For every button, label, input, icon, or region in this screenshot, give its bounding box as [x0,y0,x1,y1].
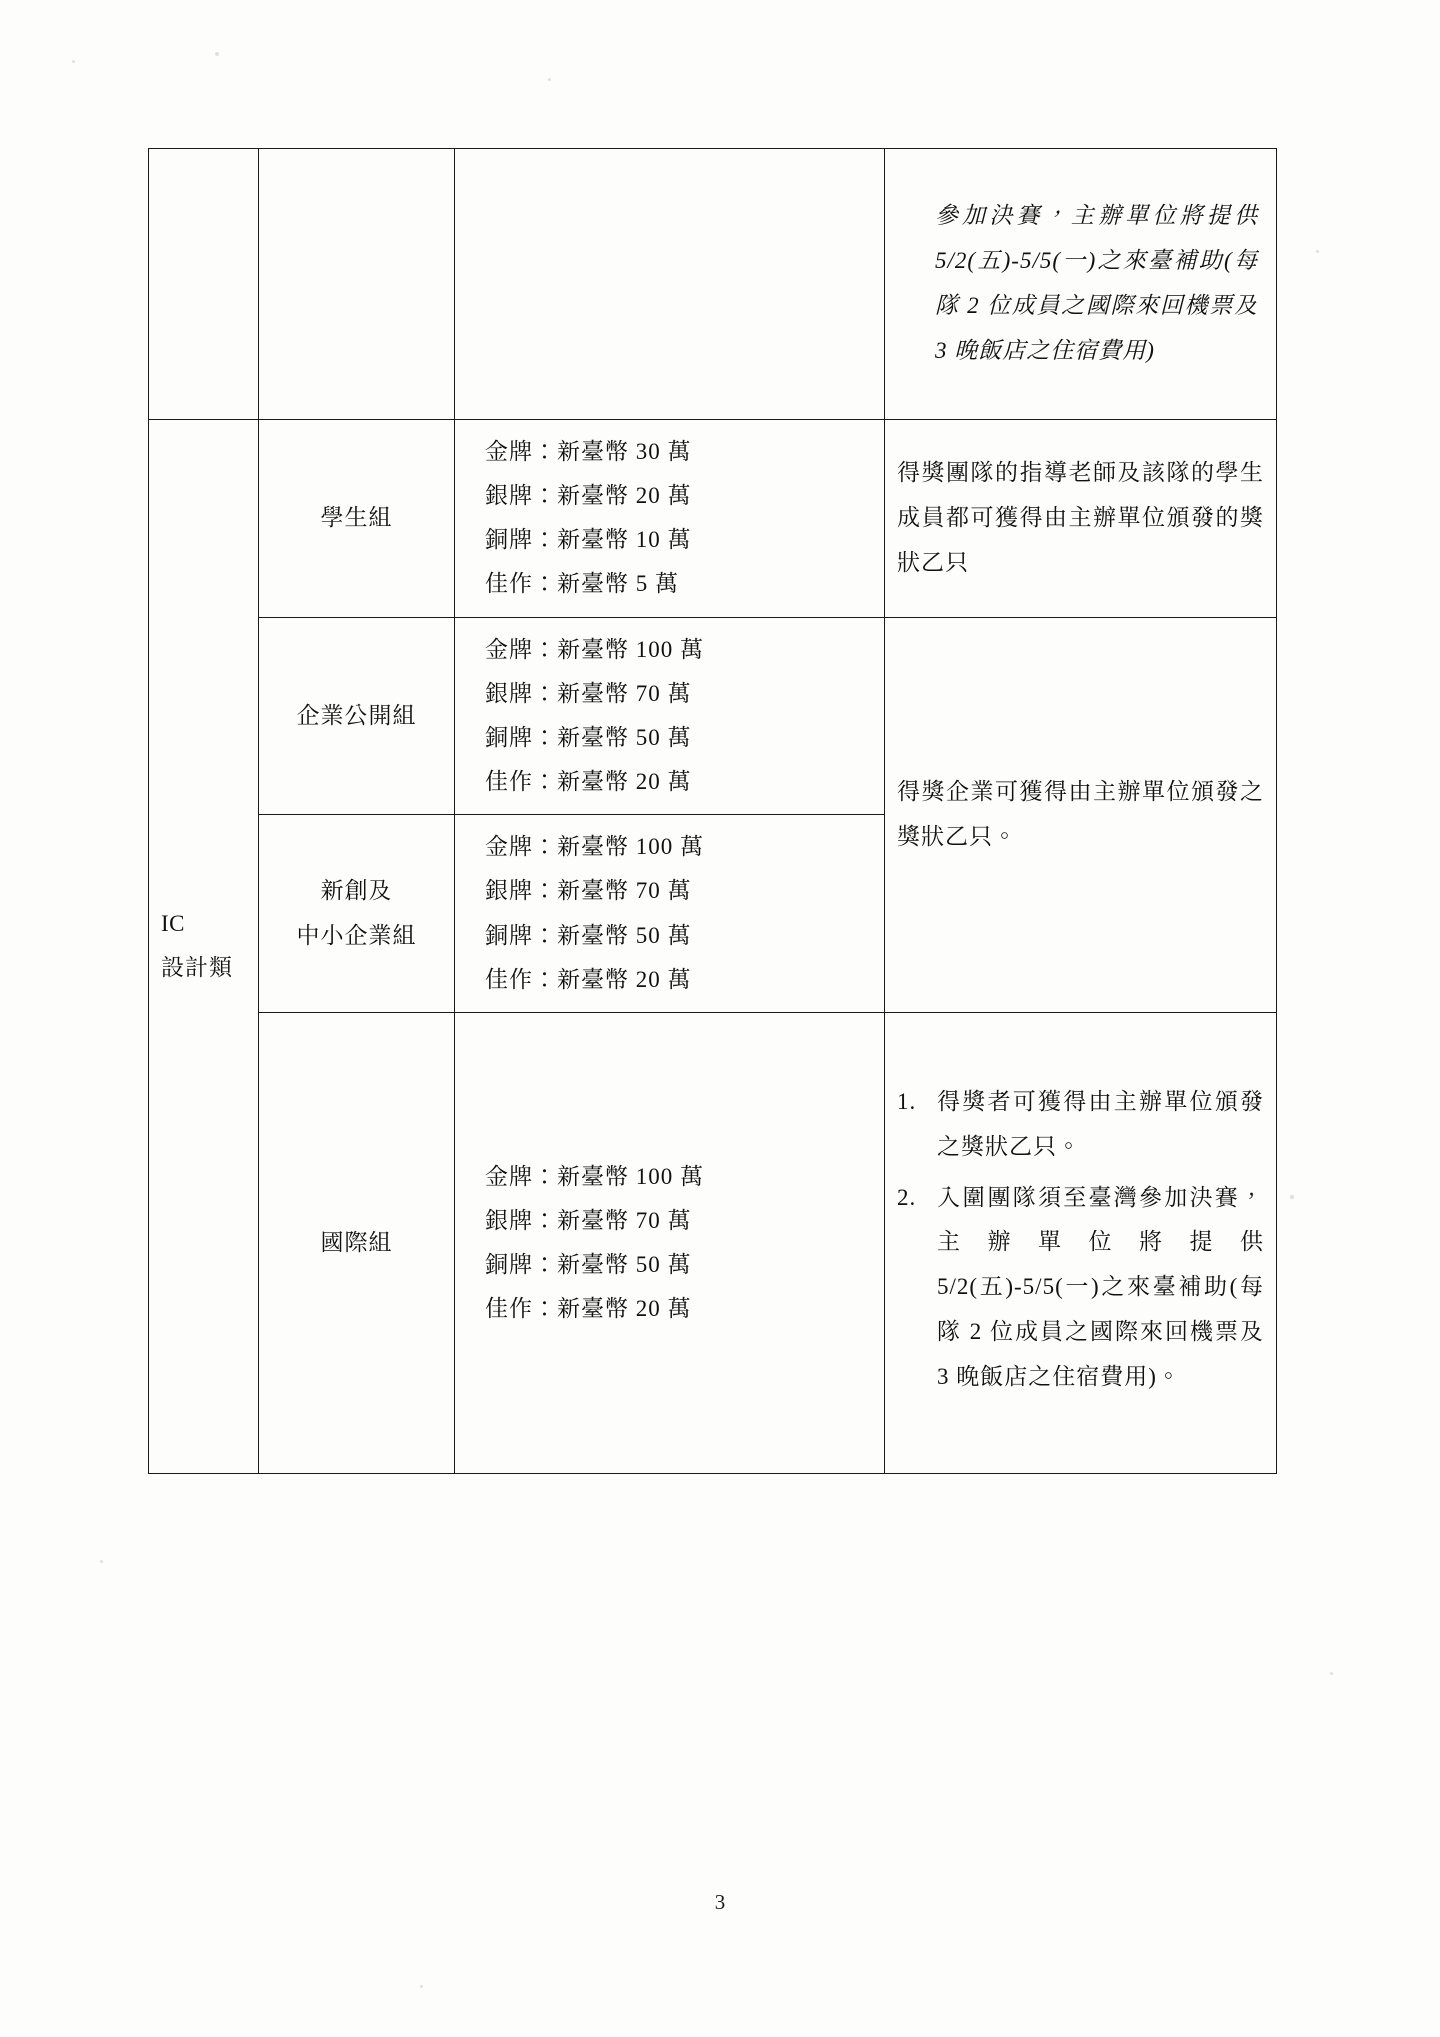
prize-cell-enterprise-open [455,617,885,815]
group-cell-international [259,1012,455,1473]
prize-line-merit: 佳作：新臺幣 20 萬 [485,1296,692,1322]
prize-line-silver: 銀牌：新臺幣 70 萬 [485,680,692,706]
prize-line-gold: 金牌：新臺幣 100 萬 [485,834,704,860]
note-cell-student [885,420,1277,618]
group-label: 學生組 [320,505,393,531]
prize-line-silver: 銀牌：新臺幣 20 萬 [485,483,692,509]
prize-line-silver: 銀牌：新臺幣 70 萬 [485,878,692,904]
list-item-text: 入圍團隊須至臺灣參加決賽，主辦單位將提供 5/2(五)-5/5(一)之來臺補助(每隊 2 位成員之國際來回機票及 3 晚飯店之住宿費用)。 [937,1184,1264,1389]
table-row [149,420,1277,618]
category-cell-ic-design [149,420,259,1474]
prize-cell-student [455,420,885,618]
table-row [149,617,1277,815]
prize-line-bronze: 銅牌：新臺幣 50 萬 [485,922,692,948]
prize-line-bronze: 銅牌：新臺幣 50 萬 [485,1251,692,1277]
group-cell-student [259,420,455,618]
category-line-2: 設計類 [161,955,233,981]
group-label-line-2: 中小企業組 [296,922,417,948]
prize-line-gold: 金牌：新臺幣 100 萬 [485,1163,704,1189]
note-text: 得獎團隊的指導老師及該隊的學生成員都可獲得由主辦單位頒發的獎狀乙只 [897,460,1264,575]
group-cell-empty [259,149,455,420]
prize-cell-empty [455,149,885,420]
list-item-number: 2. [897,1184,917,1210]
table-row [149,1012,1277,1473]
prize-line-gold: 金牌：新臺幣 30 萬 [485,439,692,464]
note-numbered-list [897,1080,1264,1400]
prize-cell-international [455,1012,885,1473]
category-line-1: IC [161,911,185,937]
list-item-number: 1. [897,1088,917,1114]
prize-line-merit: 佳作：新臺幣 5 萬 [485,571,679,597]
prize-line-merit: 佳作：新臺幣 20 萬 [485,966,692,992]
list-item [897,1080,1264,1170]
prize-line-bronze: 銅牌：新臺幣 10 萬 [485,527,692,553]
note-cell-international [885,1012,1277,1473]
table-row [149,149,1277,420]
prize-line-silver: 銀牌：新臺幣 70 萬 [485,1207,692,1233]
group-label: 國際組 [320,1229,393,1255]
group-cell-enterprise-open [259,617,455,815]
award-table [148,148,1277,1474]
note-text: 得獎企業可獲得由主辦單位頒發之獎狀乙只。 [897,778,1264,849]
prize-line-merit: 佳作：新臺幣 20 萬 [485,769,692,795]
list-item-text: 得獎者可獲得由主辦單位頒發之獎狀乙只。 [937,1088,1264,1159]
group-cell-startup-sme [259,815,455,1013]
note-cell-enterprise [885,617,1277,1012]
prize-line-bronze: 銅牌：新臺幣 50 萬 [485,724,692,750]
note-text: 參加決賽，主辦單位將提供 5/2(五)-5/5(一)之來臺補助(每隊 2 位成員之國際來回機票及 3 晚飯店之住宿費用) [935,203,1258,363]
page-number: 3 [714,1890,726,1914]
note-cell-continuation [885,149,1277,420]
group-label-line-1: 新創及 [320,878,393,904]
prize-line-gold: 金牌：新臺幣 100 萬 [485,636,704,662]
list-item [897,1176,1264,1400]
prize-cell-startup-sme [455,815,885,1013]
category-cell-empty [149,149,259,420]
group-label: 企業公開組 [296,702,417,728]
